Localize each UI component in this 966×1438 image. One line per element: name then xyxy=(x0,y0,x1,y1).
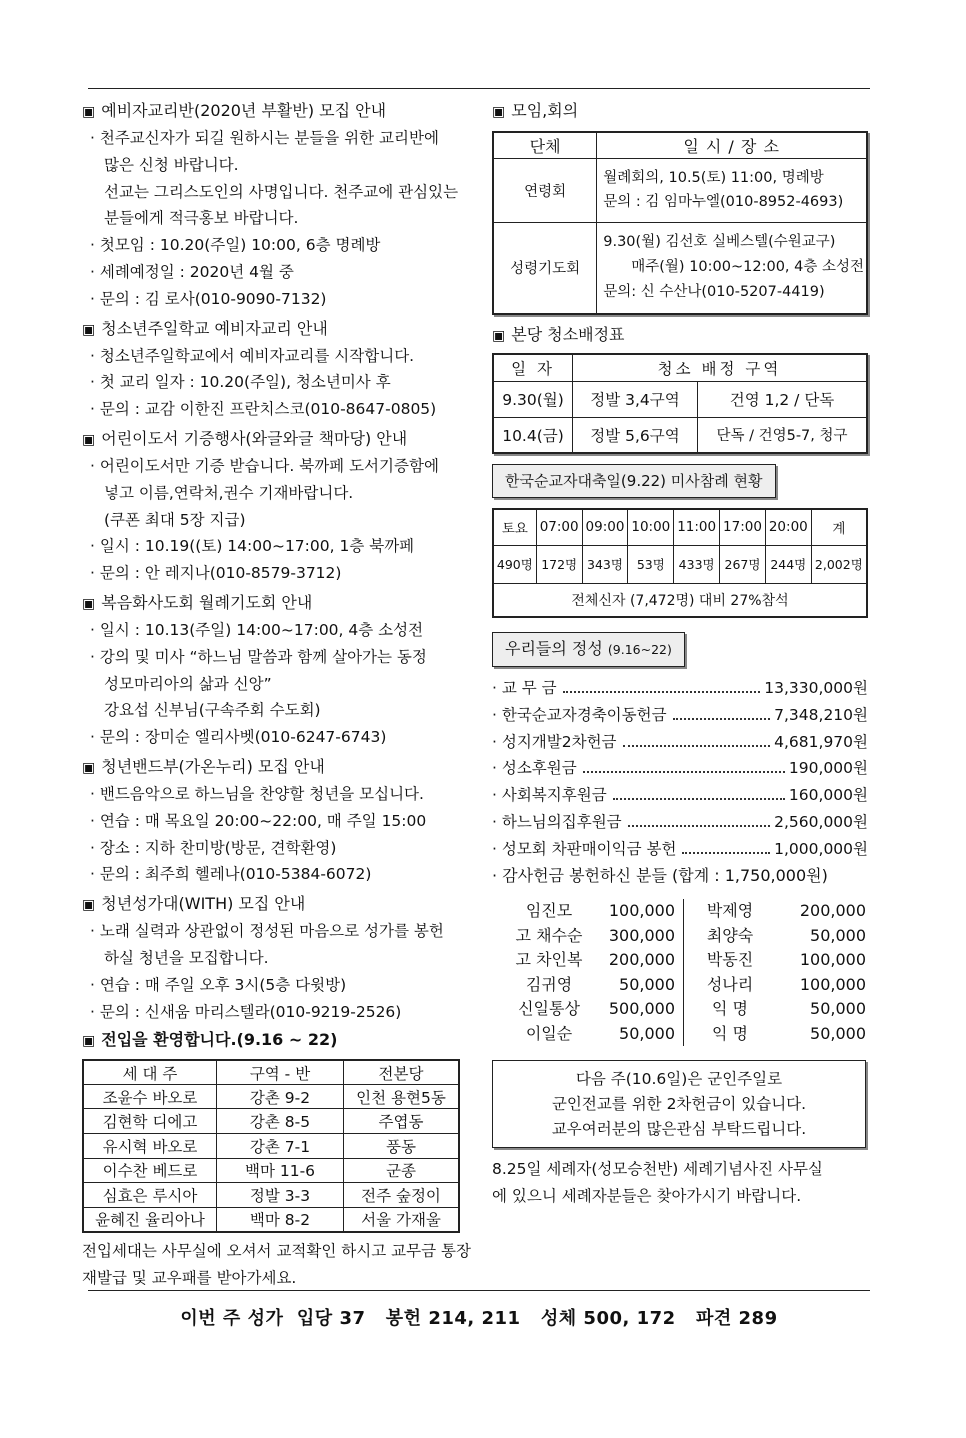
text-line: · 문의 : 안 레지나(010-8579-3712) xyxy=(90,564,342,583)
table-row xyxy=(83,1134,459,1159)
text-line: · 어린이도서만 기증 받습니다. 북까페 도서기증함에 xyxy=(90,456,439,475)
cleaning-title: ▣ 본당 청소배정표 xyxy=(492,325,625,344)
table-cell: 백마 8-2 xyxy=(217,1207,344,1232)
text-line: · 강의 및 미사 “하느님 말씀과 함께 살아가는 동정 xyxy=(90,647,427,666)
attendance-box xyxy=(492,464,872,498)
text-line: · 문의 : 김 로사(010-9090-7132) xyxy=(90,289,327,308)
notice-line: 에 있으니 세례자분들은 찾아가시기 바랍니다. xyxy=(492,1187,802,1206)
notice-line: 다음 주(10.6일)은 군인주일로 xyxy=(575,1070,783,1089)
table-header-row xyxy=(493,509,867,545)
donor-name: 익 명 xyxy=(712,999,748,1019)
donor-amount: 100,000 xyxy=(799,974,866,994)
group-cell: 연령회 xyxy=(493,158,597,222)
cleaning-table xyxy=(492,353,868,454)
table-row xyxy=(493,545,867,583)
donor-name: 임진모 xyxy=(525,901,573,921)
table-cell: 전주 숲정이 xyxy=(344,1183,460,1208)
text-line: · 문의 : 최주희 헬레나(010-5384-6072) xyxy=(90,865,372,884)
item-label: · 성지개발2차헌금 xyxy=(492,732,617,751)
text-line: 강요섭 신부님(구속주회 수도회) xyxy=(104,701,321,720)
table-header: 17:00 xyxy=(720,509,766,545)
table-cell: 10.4(금) xyxy=(493,417,573,453)
table-header: 계 xyxy=(811,509,867,545)
schedule-line: 9.30(월) 김선호 실베스텔(수원교구) xyxy=(603,234,836,251)
list-item xyxy=(492,702,868,729)
list-item xyxy=(492,782,868,809)
text-line: · 연습 : 매 주일 오후 3시(5층 다윗방) xyxy=(90,975,347,994)
schedule-cell xyxy=(597,158,867,222)
table-header: 07:00 xyxy=(536,509,582,545)
leader-dots xyxy=(628,825,771,827)
text-line: · 문의 : 장미순 엘리사벳(010-6247-6743) xyxy=(90,728,387,747)
item-amount: 4,681,970원 xyxy=(774,732,868,751)
item-label: · 사회복지후원금 xyxy=(492,786,607,805)
attendance-table xyxy=(492,508,868,618)
square-bullet-icon: ▣ xyxy=(492,104,506,120)
text-line: · 연습 : 매 목요일 20:00~22:00, 매 주일 15:00 xyxy=(90,811,427,830)
table-row xyxy=(83,1109,459,1134)
table-cell: 심효은 루시아 xyxy=(83,1183,217,1208)
text-line: 선교는 그리스도인의 사명입니다. 천주교에 관심있는 xyxy=(104,182,459,201)
group-cell: 성령기도회 xyxy=(493,222,597,314)
welcome-table xyxy=(82,1059,460,1233)
table-cell: 244명 xyxy=(765,545,811,583)
welcome-note-line: 전입세대는 사무실에 오셔서 교적확인 하시고 교무금 통장 xyxy=(82,1241,471,1260)
top-rule xyxy=(88,88,870,89)
item-label: · 하느님의집후원금 xyxy=(492,812,622,831)
table-cell: 조윤수 바오로 xyxy=(83,1084,217,1109)
offering-period: (9.16~22) xyxy=(607,642,672,657)
schedule-cell xyxy=(597,222,867,314)
text-line: · 세례예정일 : 2020년 4월 중 xyxy=(90,262,294,281)
text-line: · 청소년주일학교에서 예비자교리를 시작합니다. xyxy=(90,346,415,365)
square-bullet-icon: ▣ xyxy=(492,328,506,344)
table-cell: 김현학 디에고 xyxy=(83,1109,217,1134)
text-line: · 밴드음악으로 하느님을 찬양할 청년을 모십니다. xyxy=(90,784,424,803)
donor-name: 박동진 xyxy=(706,950,754,970)
table-header: 09:00 xyxy=(582,509,628,545)
welcome-note-line: 재발급 및 교우패를 받아가세요. xyxy=(82,1268,297,1287)
square-bullet-icon: ▣ xyxy=(82,104,96,120)
schedule-line: 문의: 신 수산나(010-5207-4419) xyxy=(603,284,825,301)
leader-dots xyxy=(583,771,785,773)
donor-name: 익 명 xyxy=(712,1023,748,1043)
offering-box xyxy=(492,632,872,667)
donor-amount: 300,000 xyxy=(602,924,684,949)
table-cell: 풍동 xyxy=(344,1134,460,1159)
table-header-row xyxy=(493,132,867,158)
table-header: 세 대 주 xyxy=(83,1060,217,1084)
leader-dots xyxy=(613,798,785,800)
table-row xyxy=(493,381,867,417)
item-label: · 한국순교자경축이동헌금 xyxy=(492,705,667,724)
table-row xyxy=(493,222,867,314)
text-line: (쿠폰 최대 5장 지급) xyxy=(104,510,246,529)
donor-name: 성나리 xyxy=(706,974,754,994)
donor-name: 김귀영 xyxy=(525,974,573,994)
table-cell: 단독 / 건영5-7, 청구 xyxy=(698,417,868,453)
list-item xyxy=(492,675,868,702)
donor-amount: 50,000 xyxy=(602,1022,684,1047)
donor-amount: 100,000 xyxy=(602,899,684,924)
attendance-summary: 전체신자 (7,472명) 대비 27%참석 xyxy=(493,583,867,617)
table-cell: 9.30(월) xyxy=(493,381,573,417)
table-row xyxy=(83,1084,459,1109)
table-row xyxy=(493,417,867,453)
table-cell: 267명 xyxy=(720,545,766,583)
text-line: 많은 신청 바랍니다. xyxy=(104,155,239,174)
leader-dots xyxy=(623,745,771,747)
text-line: · 노래 실력과 상관없이 정성된 마음으로 성가를 봉헌 xyxy=(90,922,444,941)
table-cell: 인천 용현5동 xyxy=(344,1084,460,1109)
table-cell: 490명 xyxy=(493,545,536,583)
text-line: · 첫 교리 일자 : 10.20(주일), 청소년미사 후 xyxy=(90,373,391,392)
donor-amount: 50,000 xyxy=(810,1023,866,1043)
table-cell: 정발 3-3 xyxy=(217,1183,344,1208)
table-cell: 주엽동 xyxy=(344,1109,460,1134)
text-line: · 일시 : 10.19((토) 14:00~17:00, 1층 북까페 xyxy=(90,537,415,556)
meetings-title: ▣ 모임,회의 xyxy=(492,101,579,120)
table-cell: 유시혁 바오로 xyxy=(83,1134,217,1159)
catechumen-title: ▣ 예비자교리반(2020년 부활반) 모집 안내 xyxy=(82,101,387,120)
table-cell: 건영 1,2 / 단독 xyxy=(698,381,868,417)
list-item xyxy=(492,729,868,756)
leader-dots xyxy=(682,852,770,854)
choir-title: ▣ 청년성가대(WITH) 모집 안내 xyxy=(82,894,306,914)
right-column xyxy=(492,98,872,1210)
table-header-row xyxy=(493,354,867,381)
table-row xyxy=(493,583,867,617)
table-cell: 백마 11-6 xyxy=(217,1158,344,1183)
table-header: 청소 배정 구역 xyxy=(573,354,868,381)
donor-name: 신일통상 xyxy=(518,999,580,1019)
table-header: 일 자 xyxy=(493,354,573,381)
bottom-rule xyxy=(88,1290,870,1291)
hymn-footer: 이번 주 성가 입당 37 봉헌 214, 211 성체 500, 172 파견 289 xyxy=(180,1308,778,1329)
table-row xyxy=(83,1183,459,1208)
item-amount: 2,560,000원 xyxy=(774,812,868,831)
table-header: 구역 - 반 xyxy=(217,1060,344,1084)
item-label: · 교 무 금 xyxy=(492,679,557,697)
donor-name: 최양숙 xyxy=(706,925,754,945)
item-amount: 7,348,210원 xyxy=(774,705,868,724)
library-title: ▣ 어린이도서 기증행사(와글와글 책마당) 안내 xyxy=(82,428,408,448)
table-header: 일 시 / 장 소 xyxy=(597,132,867,158)
table-row xyxy=(83,1207,459,1232)
table-cell: 서울 가재울 xyxy=(344,1207,460,1232)
thanks-line: · 감사헌금 봉헌하신 분들 (합계 : 1,750,000원) xyxy=(492,865,828,885)
table-header: 11:00 xyxy=(674,509,720,545)
table-cell: 정발 3,4구역 xyxy=(573,381,698,417)
table-cell: 2,002명 xyxy=(811,545,867,583)
table-header: 단체 xyxy=(493,132,597,158)
donor-amount: 100,000 xyxy=(799,950,866,970)
donor-amount: 50,000 xyxy=(810,925,866,945)
item-label: · 성모회 차판매이익금 봉헌 xyxy=(492,839,677,858)
text-line: · 일시 : 10.13(주일) 14:00~17:00, 4층 소성전 xyxy=(90,620,424,639)
table-header: 10:00 xyxy=(628,509,674,545)
schedule-line: 매주(월) 10:00~12:00, 4층 소성전 xyxy=(631,259,864,276)
text-line: 분들에게 적극홍보 바랍니다. xyxy=(104,209,299,228)
list-item xyxy=(492,755,868,782)
leader-dots xyxy=(673,718,771,720)
table-cell: 강촌 9-2 xyxy=(217,1084,344,1109)
notice-line: 군인전교를 위한 2차헌금이 있습니다. xyxy=(551,1095,807,1114)
donor-amount: 50,000 xyxy=(602,973,684,998)
table-cell: 정발 5,6구역 xyxy=(573,417,698,453)
table-header: 토요 xyxy=(493,509,536,545)
table-cell: 군종 xyxy=(344,1158,460,1183)
text-line: · 장소 : 지하 찬미방(방문, 견학환영) xyxy=(90,838,337,857)
notice-line: 교우여러분의 많은관심 부탁드립니다. xyxy=(551,1120,807,1139)
table-cell: 53명 xyxy=(628,545,674,583)
table-cell: 433명 xyxy=(674,545,720,583)
square-bullet-icon: ▣ xyxy=(82,431,96,448)
table-header: 전본당 xyxy=(344,1060,460,1084)
donor-name: 박제영 xyxy=(706,901,754,921)
band-title: ▣ 청년밴드부(가온누리) 모집 안내 xyxy=(82,756,325,776)
text-line: 성모마리아의 삶과 신앙” xyxy=(104,674,272,693)
offering-list xyxy=(492,675,868,889)
text-line: · 문의 : 교감 이한진 프란치스코(010-8647-0805) xyxy=(90,400,437,419)
square-bullet-icon: ▣ xyxy=(82,595,96,612)
item-amount: 190,000원 xyxy=(788,759,868,778)
offering-title: 우리들의 정성 (9.16~22) xyxy=(492,632,685,667)
table-cell: 343명 xyxy=(582,545,628,583)
text-line: · 천주교신자가 되길 원하시는 분들을 위한 교리반에 xyxy=(90,129,439,147)
table-cell: 강촌 8-5 xyxy=(217,1109,344,1134)
meetings-table xyxy=(492,131,868,315)
text-line: · 첫모임 : 10.20(주일) 10:00, 6층 명례방 xyxy=(90,236,381,255)
schedule-line: 월례회의, 10.5(토) 11:00, 명례방 xyxy=(603,170,824,186)
donor-name: 고 채수순 xyxy=(515,925,583,945)
list-item xyxy=(492,836,868,863)
donor-name: 이일순 xyxy=(525,1023,573,1043)
table-cell: 172명 xyxy=(536,545,582,583)
table-header-row xyxy=(83,1060,459,1084)
square-bullet-icon: ▣ xyxy=(82,1033,96,1050)
donor-amount: 500,000 xyxy=(602,997,684,1022)
welcome-title: ▣ 전입을 환영합니다.(9.16 ~ 22) xyxy=(82,1030,338,1050)
square-bullet-icon: ▣ xyxy=(82,897,96,914)
table-cell: 강촌 7-1 xyxy=(217,1134,344,1159)
youth-title: ▣ 청소년주일학교 예비자교리 안내 xyxy=(82,318,328,338)
leader-dots xyxy=(563,691,761,693)
left-column xyxy=(82,98,472,1291)
donor-grid xyxy=(496,899,872,1046)
donor-amount: 50,000 xyxy=(810,999,866,1019)
item-amount: 13,330,000원 xyxy=(764,679,868,697)
schedule-line: 문의 : 김 임마누엘(010-8952-4693) xyxy=(603,194,844,210)
baptism-notice xyxy=(492,1156,872,1210)
square-bullet-icon: ▣ xyxy=(82,321,96,338)
notice-line: 8.25일 세례자(성모승천반) 세례기념사진 사무실 xyxy=(492,1160,823,1179)
item-amount: 1,000,000원 xyxy=(774,839,868,858)
donor-amount: 200,000 xyxy=(602,948,684,973)
table-cell: 윤혜진 율리아나 xyxy=(83,1207,217,1232)
evangel-title: ▣ 복음화사도회 월례기도회 안내 xyxy=(82,592,313,612)
military-sunday-notice xyxy=(492,1060,866,1148)
donor-amount: 200,000 xyxy=(799,901,866,921)
table-row xyxy=(83,1158,459,1183)
table-header: 20:00 xyxy=(765,509,811,545)
text-line: 하실 청년을 모집합니다. xyxy=(104,948,269,967)
item-label: · 성소후원금 xyxy=(492,759,577,778)
list-item xyxy=(492,809,868,836)
table-cell: 이수찬 베드로 xyxy=(83,1158,217,1183)
item-amount: 160,000원 xyxy=(788,786,868,805)
table-row xyxy=(493,158,867,222)
square-bullet-icon: ▣ xyxy=(82,759,96,776)
text-line: 넣고 이름,연락처,권수 기재바랍니다. xyxy=(104,483,354,502)
text-line: · 문의 : 신새움 마리스텔라(010-9219-2526) xyxy=(90,1002,402,1021)
donor-name: 고 차인복 xyxy=(515,950,583,970)
attendance-title: 한국순교자대축일(9.22) 미사참례 현황 xyxy=(492,464,776,498)
